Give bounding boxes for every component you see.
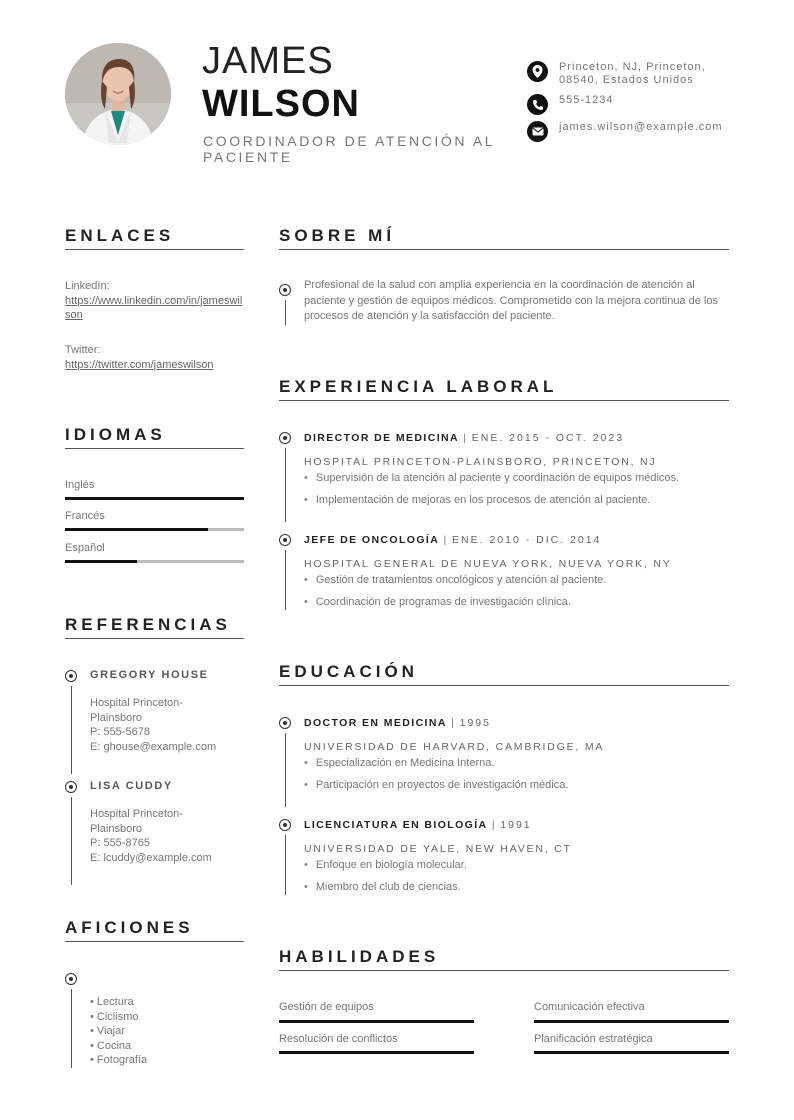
reference-name: LISA CUDDY [90, 780, 173, 792]
skills-heading: HABILIDADES [279, 947, 440, 966]
timeline-line [285, 733, 286, 807]
language-level-bar [65, 560, 244, 563]
location-pin-icon [527, 61, 548, 82]
job-company: HOSPITAL GENERAL DE NUEVA YORK, NUEVA YORK, NY [304, 558, 672, 570]
skill-level-bar [279, 1020, 474, 1023]
timeline-line [285, 835, 286, 895]
education-heading: EDUCACIÓN [279, 662, 418, 681]
job-company: HOSPITAL PRINCETON-PLAINSBORO, PRINCETON, NJ [304, 456, 657, 468]
references-heading: REFERENCIAS [65, 615, 231, 634]
contact-phone [527, 94, 614, 115]
reference-email: E: lcuddy@example.com [90, 851, 212, 864]
phone-text: 555-1234 [559, 94, 614, 106]
profile-photo [65, 43, 171, 145]
contact-address [527, 61, 719, 86]
education-school: UNIVERSIDAD DE HARVARD, CAMBRIDGE, MA [304, 741, 605, 753]
timeline-dot-icon [65, 670, 77, 682]
education-heading-line: LICENCIATURA EN BIOLOGÍA | 1991 [304, 819, 532, 831]
language-level-bar [65, 528, 244, 531]
language-label: Francés [65, 510, 105, 522]
language-level-fill [65, 528, 208, 531]
education-bullet: • Participación en proyectos de investigación médica. [304, 779, 568, 791]
address-text: Princeton, NJ, Princeton, 08540, Estados Unidos [559, 61, 706, 86]
timeline-line [71, 686, 72, 774]
timeline-dot-icon [279, 432, 291, 444]
job-bullet: • Gestión de tratamientos oncológicos y atención al paciente. [304, 574, 606, 586]
languages-heading: IDIOMAS [65, 425, 166, 444]
timeline-line [285, 550, 286, 610]
references-divider [65, 638, 244, 639]
reference-phone: P: 555-8765 [90, 837, 150, 849]
job-bullet: • Coordinación de programas de investigación clínica. [304, 596, 571, 608]
linkedin-link[interactable]: https://www.linkedin.com/in/jameswilson [65, 294, 243, 321]
timeline-line [285, 300, 286, 325]
reference-details [90, 696, 230, 754]
hobby-item: • Ciclismo [90, 1010, 139, 1023]
reference-details [90, 807, 230, 865]
skill-level-bar [279, 1051, 474, 1054]
timeline-dot-icon [279, 717, 291, 729]
job-role: JEFE DE ONCOLOGÍA [304, 534, 440, 546]
timeline-dot-icon [279, 534, 291, 546]
timeline-dot-icon [65, 973, 77, 985]
hobby-item: • Cocina [90, 1039, 132, 1052]
job-heading: JEFE DE ONCOLOGÍA | ENE. 2010 - DIC. 2014 [304, 534, 602, 546]
experience-divider [279, 400, 729, 401]
timeline-line [285, 448, 286, 522]
language-level-fill [65, 560, 137, 563]
education-school: UNIVERSIDAD DE YALE, NEW HAVEN, CT [304, 843, 572, 855]
job-bullet: • Supervisión de la atención al paciente y coordinación de equipos médicos. [304, 472, 679, 484]
about-divider [279, 249, 729, 250]
about-heading: SOBRE MÍ [279, 226, 396, 245]
skill-level-bar [534, 1020, 729, 1023]
phone-icon [527, 94, 548, 115]
education-bullet: • Enfoque en biología molecular. [304, 859, 467, 871]
last-name: WILSON [202, 83, 360, 125]
first-name: JAMES [202, 40, 334, 82]
email-text[interactable]: james.wilson@example.com [559, 121, 723, 133]
education-degree: DOCTOR EN MEDICINA [304, 717, 447, 729]
education-degree: LICENCIATURA EN BIOLOGÍA [304, 819, 488, 831]
about-text: Profesional de la salud con amplia experiencia en la coordinación de atención al paciente y gestión de equipos médicos. Comprometido con la mejora continua de los procesos de atención y la satisfacción del paciente. [304, 279, 718, 322]
job-heading: DIRECTOR DE MEDICINA | ENE. 2015 - OCT. 2023 [304, 432, 625, 444]
hobby-item: • Lectura [90, 996, 134, 1008]
link-item-linkedin [65, 279, 244, 323]
timeline-dot-icon [279, 819, 291, 831]
reference-org: Hospital Princeton-Plainsboro [90, 808, 183, 835]
job-title: COORDINADOR DE ATENCIÓN AL PACIENTE [203, 133, 495, 165]
job-role: DIRECTOR DE MEDICINA [304, 432, 459, 444]
education-bullet: • Miembro del club de ciencias. [304, 881, 461, 893]
skill-level-bar [534, 1051, 729, 1054]
timeline-dot-icon [279, 284, 291, 296]
language-label: Inglés [65, 479, 95, 491]
education-divider [279, 685, 729, 686]
job-dates: ENE. 2010 - DIC. 2014 [452, 534, 602, 546]
skill-label: Comunicación efectiva [534, 1001, 645, 1013]
language-level-fill [65, 497, 244, 500]
job-dates: ENE. 2015 - OCT. 2023 [471, 432, 625, 444]
skill-label: Planificación estratégica [534, 1033, 653, 1045]
education-heading-line: DOCTOR EN MEDICINA | 1995 [304, 717, 491, 729]
skills-divider [279, 970, 729, 971]
timeline-dot-icon [65, 781, 77, 793]
reference-org: Hospital Princeton-Plainsboro [90, 697, 183, 724]
links-heading: ENLACES [65, 226, 175, 245]
timeline-line [71, 989, 72, 1068]
hobby-item: • Viajar [90, 1025, 125, 1037]
timeline-line [71, 797, 72, 885]
doctor-portrait-icon [65, 43, 171, 145]
twitter-link[interactable]: https://twitter.com/jameswilson [65, 358, 214, 371]
job-bullet: • Implementación de mejoras en los procesos de atención al paciente. [304, 494, 650, 506]
reference-name: GREGORY HOUSE [90, 669, 209, 681]
skill-label: Gestión de equipos [279, 1001, 374, 1013]
hobbies-list [90, 995, 147, 1068]
link-item-twitter [65, 343, 244, 372]
links-divider [65, 249, 244, 250]
hobbies-heading: AFICIONES [65, 918, 194, 937]
education-year: 1995 [459, 717, 491, 729]
education-year: 1991 [500, 819, 532, 831]
language-label: Español [65, 542, 105, 554]
contact-email [527, 121, 723, 142]
link-label: Twitter: [65, 344, 101, 356]
hobby-item: • Fotografía [90, 1054, 148, 1066]
languages-divider [65, 448, 244, 449]
experience-heading: EXPERIENCIA LABORAL [279, 377, 558, 396]
reference-phone: P: 555-5678 [90, 726, 150, 738]
skill-label: Resolución de conflictos [279, 1033, 398, 1045]
hobbies-divider [65, 941, 244, 942]
language-level-bar [65, 497, 244, 500]
reference-email: E: ghouse@example.com [90, 740, 217, 753]
education-bullet: • Especialización en Medicina Interna. [304, 757, 494, 769]
link-label: LinkedIn: [65, 280, 110, 292]
envelope-icon [527, 121, 548, 142]
